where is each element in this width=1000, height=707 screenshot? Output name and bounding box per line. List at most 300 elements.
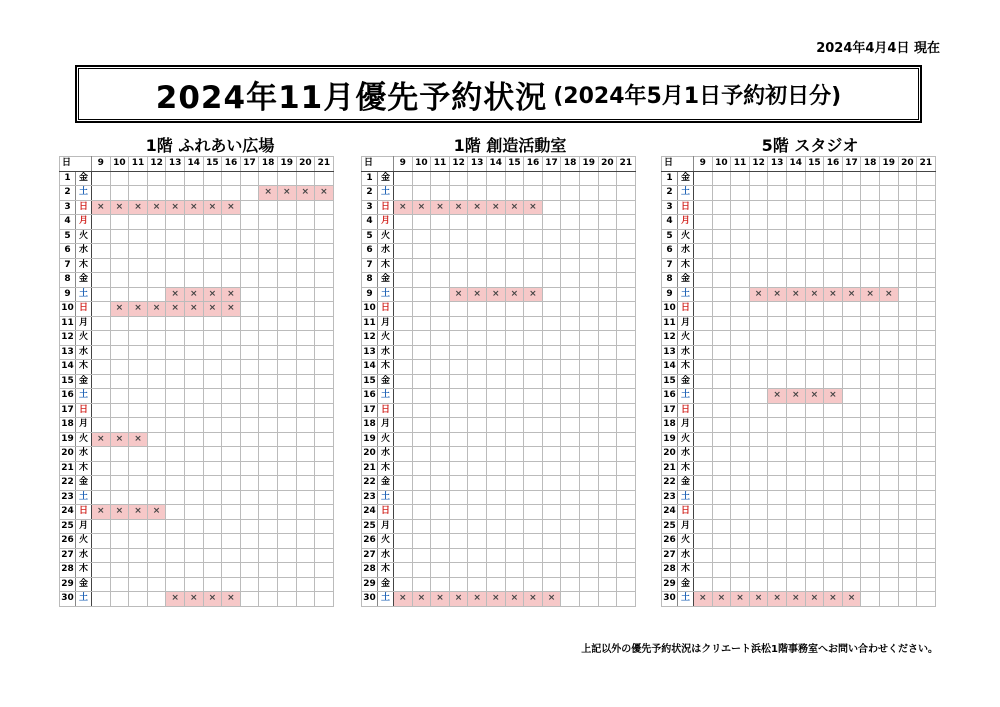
open-slot <box>184 534 203 549</box>
open-slot <box>542 200 561 215</box>
table-row <box>662 345 936 360</box>
open-slot <box>296 548 315 563</box>
open-slot <box>917 432 936 447</box>
open-slot <box>147 171 166 186</box>
open-slot <box>259 215 278 230</box>
table-row <box>60 476 334 491</box>
hour-header: 10 <box>412 157 431 172</box>
open-slot <box>694 374 713 389</box>
open-slot <box>259 592 278 607</box>
reserved-slot: × <box>129 432 148 447</box>
open-slot <box>296 229 315 244</box>
open-slot <box>842 171 861 186</box>
reserved-slot: × <box>110 200 129 215</box>
open-slot <box>561 534 580 549</box>
table-row <box>60 273 334 288</box>
page-subtitle: (2024年5月1日予約初日分) <box>553 83 842 109</box>
open-slot <box>542 519 561 534</box>
open-slot <box>259 461 278 476</box>
open-slot <box>315 432 334 447</box>
open-slot <box>542 490 561 505</box>
open-slot <box>259 447 278 462</box>
open-slot <box>749 563 768 578</box>
open-slot <box>617 273 636 288</box>
open-slot <box>542 447 561 462</box>
open-slot <box>617 519 636 534</box>
open-slot <box>222 490 241 505</box>
open-slot <box>92 345 111 360</box>
day-number: 2 <box>662 186 678 201</box>
open-slot <box>110 447 129 462</box>
open-slot <box>449 215 468 230</box>
open-slot <box>731 418 750 433</box>
table-row <box>362 302 636 317</box>
open-slot <box>786 418 805 433</box>
weekday-label: 土 <box>76 287 92 302</box>
table-row <box>662 418 936 433</box>
open-slot <box>412 432 431 447</box>
open-slot <box>879 461 898 476</box>
open-slot <box>749 258 768 273</box>
hour-header: 16 <box>824 157 843 172</box>
open-slot <box>412 215 431 230</box>
open-slot <box>861 505 880 520</box>
day-number: 3 <box>362 200 378 215</box>
day-number: 9 <box>362 287 378 302</box>
reserved-slot: × <box>524 592 543 607</box>
open-slot <box>786 186 805 201</box>
open-slot <box>147 490 166 505</box>
open-slot <box>786 403 805 418</box>
open-slot <box>898 447 917 462</box>
open-slot <box>412 229 431 244</box>
open-slot <box>129 592 148 607</box>
open-slot <box>394 534 413 549</box>
open-slot <box>315 534 334 549</box>
open-slot <box>542 505 561 520</box>
day-number: 20 <box>362 447 378 462</box>
open-slot <box>184 519 203 534</box>
open-slot <box>277 345 296 360</box>
day-number: 2 <box>362 186 378 201</box>
day-number: 19 <box>362 432 378 447</box>
day-number: 21 <box>362 461 378 476</box>
open-slot <box>203 577 222 592</box>
hour-header: 19 <box>277 157 296 172</box>
open-slot <box>394 186 413 201</box>
open-slot <box>917 548 936 563</box>
day-number: 27 <box>662 548 678 563</box>
hour-header: 11 <box>431 157 450 172</box>
hour-header: 16 <box>222 157 241 172</box>
open-slot <box>786 374 805 389</box>
open-slot <box>861 563 880 578</box>
open-slot <box>917 577 936 592</box>
open-slot <box>524 548 543 563</box>
open-slot <box>240 432 259 447</box>
open-slot <box>768 534 787 549</box>
weekday-label: 水 <box>678 244 694 259</box>
open-slot <box>184 171 203 186</box>
hour-header: 12 <box>147 157 166 172</box>
open-slot <box>768 374 787 389</box>
day-number: 7 <box>662 258 678 273</box>
table-row <box>60 418 334 433</box>
open-slot <box>561 316 580 331</box>
open-slot <box>917 244 936 259</box>
reserved-slot: × <box>277 186 296 201</box>
table-row <box>362 244 636 259</box>
open-slot <box>898 215 917 230</box>
day-number: 26 <box>362 534 378 549</box>
open-slot <box>898 563 917 578</box>
weekday-label: 日 <box>378 505 394 520</box>
open-slot <box>203 563 222 578</box>
open-slot <box>824 258 843 273</box>
open-slot <box>524 302 543 317</box>
open-slot <box>842 302 861 317</box>
reserved-slot: × <box>468 200 487 215</box>
table-row <box>60 403 334 418</box>
open-slot <box>749 302 768 317</box>
open-slot <box>579 389 598 404</box>
open-slot <box>296 345 315 360</box>
weekday-label: 土 <box>378 287 394 302</box>
open-slot <box>861 577 880 592</box>
weekday-label: 水 <box>678 345 694 360</box>
open-slot <box>315 215 334 230</box>
open-slot <box>129 418 148 433</box>
open-slot <box>917 200 936 215</box>
day-number: 29 <box>362 577 378 592</box>
open-slot <box>524 186 543 201</box>
open-slot <box>259 360 278 375</box>
open-slot <box>449 563 468 578</box>
table-row <box>60 548 334 563</box>
open-slot <box>412 258 431 273</box>
weekday-label: 日 <box>76 403 92 418</box>
open-slot <box>394 273 413 288</box>
reserved-slot: × <box>468 592 487 607</box>
reserved-slot: × <box>694 592 713 607</box>
table-row <box>662 258 936 273</box>
open-slot <box>449 186 468 201</box>
day-number: 26 <box>60 534 76 549</box>
open-slot <box>524 345 543 360</box>
open-slot <box>542 229 561 244</box>
open-slot <box>861 244 880 259</box>
open-slot <box>203 461 222 476</box>
open-slot <box>449 273 468 288</box>
open-slot <box>561 519 580 534</box>
open-slot <box>712 548 731 563</box>
open-slot <box>468 534 487 549</box>
table-row <box>362 403 636 418</box>
weekday-label: 土 <box>678 490 694 505</box>
open-slot <box>842 215 861 230</box>
table-row <box>60 592 334 607</box>
open-slot <box>898 316 917 331</box>
open-slot <box>598 548 617 563</box>
open-slot <box>786 316 805 331</box>
day-number: 11 <box>60 316 76 331</box>
open-slot <box>486 447 505 462</box>
weekday-label: 日 <box>378 200 394 215</box>
open-slot <box>92 592 111 607</box>
open-slot <box>712 432 731 447</box>
open-slot <box>277 519 296 534</box>
day-number: 23 <box>362 490 378 505</box>
open-slot <box>277 403 296 418</box>
open-slot <box>542 563 561 578</box>
day-number: 15 <box>662 374 678 389</box>
open-slot <box>468 403 487 418</box>
open-slot <box>129 215 148 230</box>
open-slot <box>824 186 843 201</box>
weekday-label: 火 <box>76 534 92 549</box>
open-slot <box>166 374 185 389</box>
open-slot <box>92 316 111 331</box>
open-slot <box>805 476 824 491</box>
table-row <box>662 519 936 534</box>
open-slot <box>805 418 824 433</box>
table-row <box>60 331 334 346</box>
day-number: 2 <box>60 186 76 201</box>
reserved-slot: × <box>166 302 185 317</box>
open-slot <box>394 244 413 259</box>
open-slot <box>147 215 166 230</box>
open-slot <box>315 273 334 288</box>
day-header: 日 <box>362 157 394 172</box>
open-slot <box>842 258 861 273</box>
open-slot <box>431 461 450 476</box>
open-slot <box>259 418 278 433</box>
hour-header: 20 <box>296 157 315 172</box>
reserved-slot: × <box>110 302 129 317</box>
open-slot <box>431 215 450 230</box>
hour-header: 14 <box>786 157 805 172</box>
open-slot <box>805 374 824 389</box>
open-slot <box>749 505 768 520</box>
open-slot <box>542 418 561 433</box>
open-slot <box>694 577 713 592</box>
open-slot <box>486 316 505 331</box>
day-number: 13 <box>60 345 76 360</box>
open-slot <box>394 171 413 186</box>
open-slot <box>394 563 413 578</box>
open-slot <box>129 316 148 331</box>
open-slot <box>468 215 487 230</box>
open-slot <box>412 577 431 592</box>
open-slot <box>879 302 898 317</box>
open-slot <box>879 548 898 563</box>
open-slot <box>861 592 880 607</box>
open-slot <box>129 476 148 491</box>
open-slot <box>449 374 468 389</box>
reserved-slot: × <box>486 592 505 607</box>
open-slot <box>412 461 431 476</box>
open-slot <box>861 186 880 201</box>
weekday-label: 火 <box>678 331 694 346</box>
day-number: 11 <box>362 316 378 331</box>
open-slot <box>315 345 334 360</box>
weekday-label: 月 <box>378 316 394 331</box>
open-slot <box>731 548 750 563</box>
reserved-slot: × <box>184 200 203 215</box>
reserved-slot: × <box>166 592 185 607</box>
open-slot <box>842 563 861 578</box>
open-slot <box>842 229 861 244</box>
open-slot <box>129 563 148 578</box>
open-slot <box>824 418 843 433</box>
open-slot <box>431 418 450 433</box>
weekday-label: 水 <box>678 548 694 563</box>
open-slot <box>824 476 843 491</box>
open-slot <box>561 345 580 360</box>
day-number: 20 <box>662 447 678 462</box>
open-slot <box>842 345 861 360</box>
reserved-slot: × <box>110 432 129 447</box>
weekday-label: 金 <box>678 171 694 186</box>
open-slot <box>749 490 768 505</box>
open-slot <box>240 316 259 331</box>
open-slot <box>184 258 203 273</box>
open-slot <box>617 374 636 389</box>
weekday-label: 火 <box>378 229 394 244</box>
open-slot <box>222 577 241 592</box>
weekday-label: 火 <box>76 432 92 447</box>
day-number: 28 <box>60 563 76 578</box>
open-slot <box>579 519 598 534</box>
open-slot <box>824 490 843 505</box>
open-slot <box>412 302 431 317</box>
open-slot <box>486 186 505 201</box>
open-slot <box>431 287 450 302</box>
open-slot <box>315 374 334 389</box>
open-slot <box>712 302 731 317</box>
reserved-slot: × <box>222 302 241 317</box>
reserved-slot: × <box>129 505 148 520</box>
open-slot <box>898 403 917 418</box>
open-slot <box>110 548 129 563</box>
open-slot <box>203 374 222 389</box>
open-slot <box>129 186 148 201</box>
open-slot <box>786 302 805 317</box>
open-slot <box>449 447 468 462</box>
open-slot <box>879 360 898 375</box>
weekday-label: 木 <box>76 258 92 273</box>
open-slot <box>147 447 166 462</box>
open-slot <box>842 548 861 563</box>
open-slot <box>542 360 561 375</box>
open-slot <box>898 345 917 360</box>
open-slot <box>110 563 129 578</box>
open-slot <box>412 389 431 404</box>
open-slot <box>394 215 413 230</box>
open-slot <box>786 200 805 215</box>
table-row <box>362 563 636 578</box>
open-slot <box>505 273 524 288</box>
open-slot <box>731 447 750 462</box>
open-slot <box>898 273 917 288</box>
open-slot <box>166 273 185 288</box>
day-number: 17 <box>60 403 76 418</box>
open-slot <box>222 432 241 447</box>
open-slot <box>203 331 222 346</box>
open-slot <box>394 331 413 346</box>
open-slot <box>731 577 750 592</box>
hour-header: 11 <box>129 157 148 172</box>
open-slot <box>315 403 334 418</box>
hour-header: 9 <box>694 157 713 172</box>
hour-header: 15 <box>805 157 824 172</box>
open-slot <box>768 244 787 259</box>
open-slot <box>468 360 487 375</box>
open-slot <box>768 432 787 447</box>
open-slot <box>524 534 543 549</box>
open-slot <box>147 360 166 375</box>
hour-header: 12 <box>449 157 468 172</box>
open-slot <box>129 229 148 244</box>
open-slot <box>184 215 203 230</box>
open-slot <box>431 360 450 375</box>
open-slot <box>898 186 917 201</box>
open-slot <box>712 331 731 346</box>
day-number: 23 <box>662 490 678 505</box>
weekday-label: 日 <box>678 200 694 215</box>
reserved-slot: × <box>449 592 468 607</box>
open-slot <box>129 577 148 592</box>
open-slot <box>394 389 413 404</box>
open-slot <box>824 345 843 360</box>
weekday-label: 火 <box>76 331 92 346</box>
open-slot <box>296 403 315 418</box>
open-slot <box>505 534 524 549</box>
open-slot <box>166 403 185 418</box>
open-slot <box>805 360 824 375</box>
open-slot <box>110 461 129 476</box>
table-row <box>362 592 636 607</box>
open-slot <box>129 490 148 505</box>
open-slot <box>222 447 241 462</box>
open-slot <box>579 592 598 607</box>
open-slot <box>449 316 468 331</box>
open-slot <box>486 244 505 259</box>
open-slot <box>898 302 917 317</box>
weekday-label: 金 <box>378 171 394 186</box>
open-slot <box>505 215 524 230</box>
open-slot <box>203 229 222 244</box>
table-row <box>60 374 334 389</box>
weekday-label: 水 <box>76 345 92 360</box>
open-slot <box>786 345 805 360</box>
weekday-label: 火 <box>678 534 694 549</box>
open-slot <box>579 215 598 230</box>
open-slot <box>617 418 636 433</box>
open-slot <box>768 302 787 317</box>
open-slot <box>694 229 713 244</box>
table-row <box>60 432 334 447</box>
open-slot <box>579 534 598 549</box>
open-slot <box>184 244 203 259</box>
open-slot <box>468 577 487 592</box>
open-slot <box>240 229 259 244</box>
reserved-slot: × <box>296 186 315 201</box>
table-row <box>662 316 936 331</box>
open-slot <box>824 215 843 230</box>
open-slot <box>824 302 843 317</box>
open-slot <box>561 215 580 230</box>
